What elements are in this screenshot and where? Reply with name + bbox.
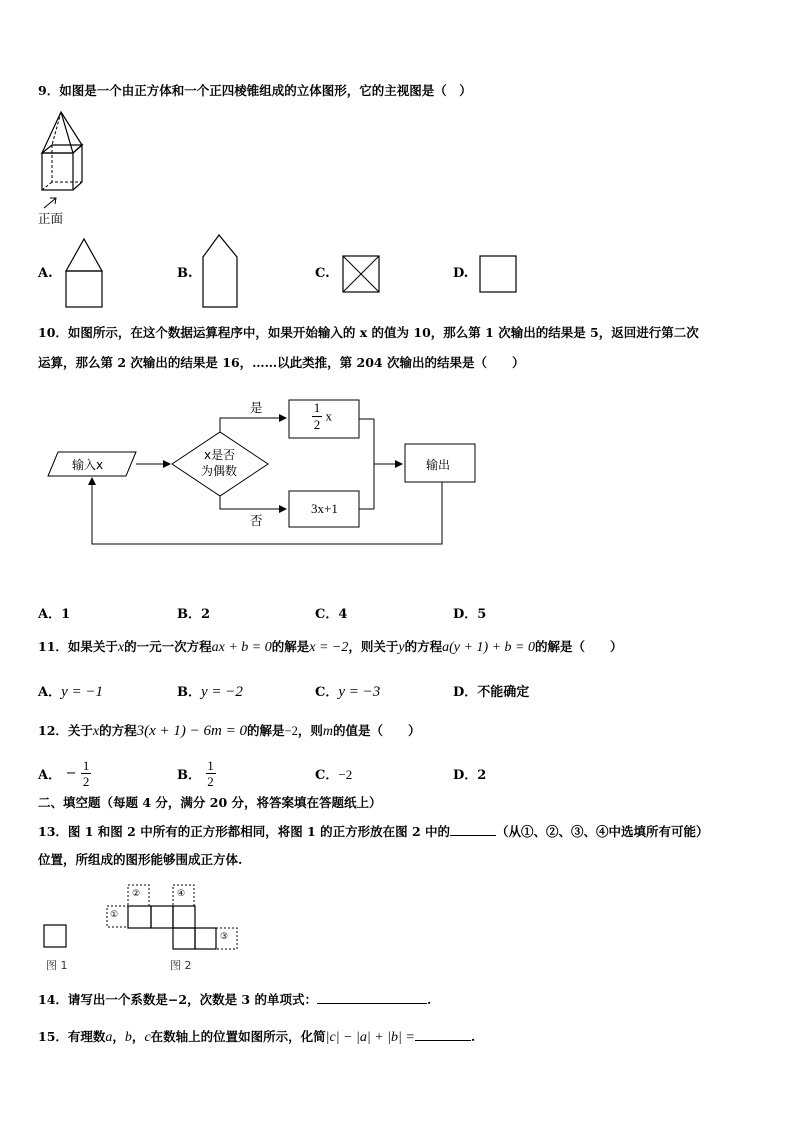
q10-option-a: A．1 bbox=[38, 607, 71, 622]
q13-text-line1: 13．图 1 和图 2 中所有的正方形都相同，将图 1 的正方形放在图 2 中的 （从①、②、③、④中选填所有可能） bbox=[38, 824, 709, 839]
q12-a-numerator: 1 bbox=[82, 758, 90, 773]
q9-text: 9．如图是一个由正方体和一个正四棱锥组成的立体图形，它的主视图是（ ） bbox=[38, 83, 472, 98]
q10-text-line2: 运算，那么第 2 次输出的结果是 16，……以此类推，第 204 次输出的结果是（ ） bbox=[38, 355, 525, 370]
q13-figure2-caption: 图 2 bbox=[170, 959, 192, 972]
q12-b-denominator: 2 bbox=[207, 774, 214, 789]
q9-option-c-figure bbox=[341, 254, 381, 294]
q14-text: 14．请写出一个系数是−2，次数是 3 的单项式： . bbox=[38, 992, 432, 1007]
flow-input-label: 输入x bbox=[72, 458, 104, 472]
flow-condition-line2: 为偶数 bbox=[201, 464, 238, 478]
q10-option-c: C．4 bbox=[315, 607, 348, 622]
q9-option-d-label: D. bbox=[453, 266, 469, 281]
q14-answer-blank[interactable] bbox=[317, 990, 427, 1004]
q11-text: 11．如果关于x的一元一次方程ax + b = 0的解是x = −2，则关于y的方程a(y + 1) + b = 0的解是（ ） bbox=[38, 639, 623, 655]
q9-solid-figure bbox=[32, 108, 94, 228]
q9-option-d-figure bbox=[478, 254, 518, 294]
flow-half-denominator: 2 bbox=[313, 417, 321, 432]
q11-option-d: D．不能确定 bbox=[453, 685, 530, 700]
q13-mark-4: ④ bbox=[177, 889, 186, 899]
flow-yes-label: 是 bbox=[250, 400, 263, 415]
q11-option-b: B．y = −2 bbox=[177, 684, 243, 700]
q13-mark-2: ② bbox=[132, 889, 141, 899]
q12-option-d: D．2 bbox=[453, 768, 487, 783]
q11-option-c: C．y = −3 bbox=[315, 684, 381, 700]
q10-text-line1: 10．如图所示，在这个数据运算程序中，如果开始输入的 x 的值为 10，那么第 1 次输出的结果是 5，返回进行第二次 bbox=[38, 325, 699, 340]
q15-text: 15．有理数a，b，c在数轴上的位置如图所示，化简|c| − |a| + |b| = . bbox=[38, 1029, 476, 1045]
q9-option-a-label: A. bbox=[38, 266, 53, 281]
q15-answer-blank[interactable] bbox=[415, 1027, 471, 1041]
flow-half-x-box bbox=[312, 401, 332, 432]
q10-option-d: D．5 bbox=[453, 607, 487, 622]
q12-a-denominator: 2 bbox=[82, 774, 90, 789]
q9-option-c-label: C. bbox=[315, 266, 330, 281]
q9-option-a-figure bbox=[62, 233, 108, 309]
q9-option-b-figure bbox=[199, 233, 245, 309]
q12-option-b: B． $\frac{1}{2}$ bbox=[177, 758, 214, 789]
q13-mark-1: ① bbox=[110, 910, 119, 920]
q9-front-label: 正面 bbox=[38, 211, 64, 226]
q12-b-numerator: 1 bbox=[207, 758, 214, 773]
flow-condition-line1: x是否 bbox=[204, 448, 236, 462]
q13-figure1-caption: 图 1 bbox=[46, 959, 68, 972]
q12-option-a: A． − $\frac{1}{2}$ bbox=[38, 758, 90, 789]
q10-flowchart bbox=[46, 392, 546, 562]
flow-half-var: x bbox=[325, 408, 332, 424]
q12-option-c: C．−2 bbox=[315, 767, 353, 783]
q13-mark-3: ③ bbox=[220, 932, 229, 942]
q12-text: 12．关于x的方程3(x + 1) − 6m = 0的解是−2，则m的值是（ ） bbox=[38, 723, 421, 739]
q13-answer-blank[interactable] bbox=[450, 822, 496, 836]
q13-figure1 bbox=[43, 924, 69, 948]
flow-half-numerator: 1 bbox=[313, 400, 321, 415]
flow-odd-op: 3x+1 bbox=[311, 501, 338, 516]
q11-option-a: A．y = −1 bbox=[38, 684, 103, 700]
flow-no-label: 否 bbox=[250, 513, 263, 528]
flow-output-label: 输出 bbox=[426, 458, 451, 472]
section-fill-in-heading: 二、填空题（每题 4 分，满分 20 分，将答案填在答题纸上） bbox=[38, 795, 382, 810]
q13-text-line2: 位置，所组成的图形能够围成正方体. bbox=[38, 852, 243, 867]
q10-option-b: B．2 bbox=[177, 607, 211, 622]
q9-option-b-label: B. bbox=[177, 266, 193, 281]
